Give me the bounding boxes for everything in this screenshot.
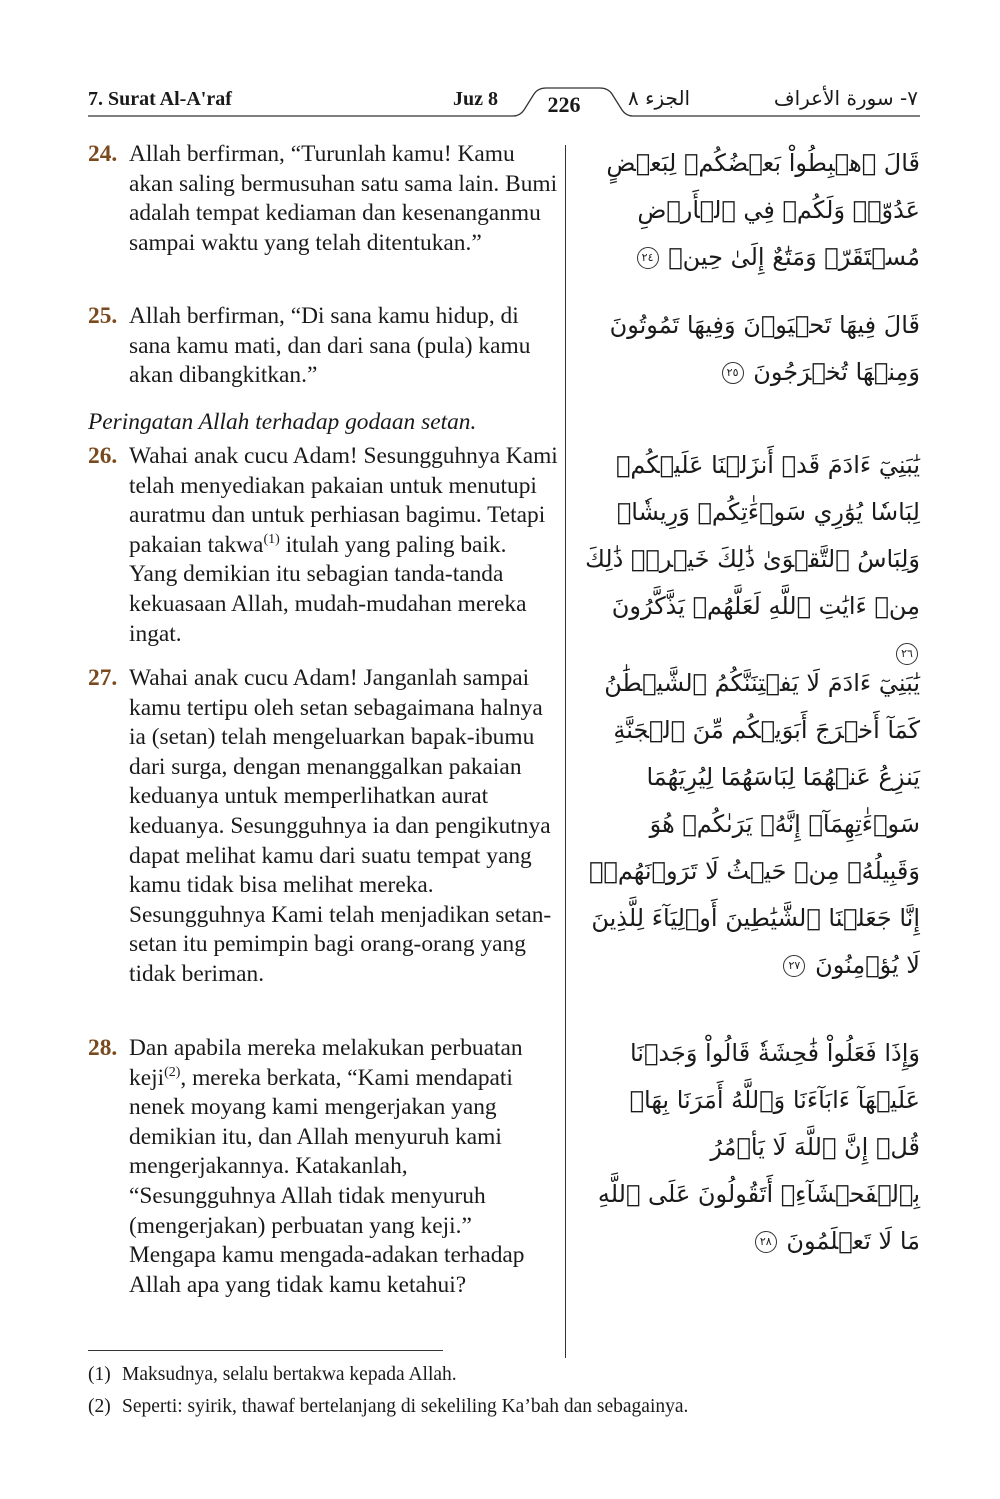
section-heading: Peringatan Allah terhadap godaan setan. (88, 409, 477, 435)
footnote-number: (2) (88, 1396, 111, 1417)
arabic-verse-25 (585, 302, 920, 396)
verse-text: Wahai anak cucu Adam! Sesungguhnya Kami telah menyediakan pakaian untuk menutupi auratmu dan untuk perhiasan bagimu. Tetapi pakaian takwa$^{(1)}$ itulah yang paling baik. Yang demikian itu sebagian tanda-tanda kekuasaan Allah, mudah-mudahan mereka ingat. (129, 443, 558, 647)
footnote-ref[interactable]: (1) (263, 531, 280, 547)
page-number: 226 (547, 92, 581, 117)
ayah-end-marker: ٢٧ (783, 955, 805, 977)
verse-number: 26. (88, 443, 118, 469)
arabic-verse-27 (585, 660, 920, 989)
surah-title-arabic: ٧- سورة الأعراف (773, 86, 918, 110)
arabic-text: يَٰبَنِيٓ ءَادَمَ لَا يَفۡتِنَنَّكُمُ ٱلشَّيۡطَٰنُ كَمَآ أَخۡرَجَ أَبَوَيۡكُم مِّنَ ٱلۡجَنَّةِ يَنزِعُ عَنۡهُمَا لِبَاسَهُمَا لِيُرِيَهُمَا سَوۡءَٰتِهِمَآۚ إِنَّهُۥ يَرَىٰكُمۡ هُوَ وَقَبِيلُهُۥ مِنۡ حَيۡثُ لَا تَرَوۡنَهُمۡۗ إِنَّا جَعَلۡنَا ٱلشَّيَٰطِينَ أَوۡلِيَآءَ لِلَّذِينَ لَا يُؤۡمِنُونَ (589, 669, 920, 979)
footnote-1 (88, 1364, 457, 1386)
verse-translation-24 (88, 140, 558, 258)
arabic-text: يَٰبَنِيٓ ءَادَمَ قَدۡ أَنزَلۡنَا عَلَيۡكُمۡ لِبَاسٗا يُوَٰرِي سَوۡءَٰتِكُمۡ وَرِيشٗاۖ وَلِبَاسُ ٱلتَّقۡوَىٰ ذَٰلِكَ خَيۡرٞۚ ذَٰلِكَ مِنۡ ءَايَٰتِ ٱللَّهِ لَعَلَّهُمۡ يَذَّكَّرُونَ (585, 451, 920, 620)
arabic-verse-28 (585, 1030, 920, 1265)
verse-text: Allah berfirman, “Di sana kamu hidup, di sana kamu mati, dan dari sana (pula) kamu akan dibangkitkan.” (129, 303, 531, 389)
verse-number: 27. (88, 665, 118, 691)
verse-text: Dan apabila mereka melakukan perbuatan keji$^{(2)}$, mereka berkata, “Kami mendapati nenek moyang kami mengerjakan yang demikian itu, dan Allah menyuruh kami mengerjakannya. Katakanlah, “Sesungguhnya Allah tidak menyuruh (mengerjakan) perbuatan yang keji.” Mengapa kamu mengada-adakan terhadap Allah apa yang tidak kamu ketahui? (129, 1035, 525, 1298)
juz-label-arabic: الجزء ٨ (628, 86, 691, 110)
verse-number: 25. (88, 303, 118, 329)
footnote-text: Maksudnya, selalu bertakwa kepada Allah. (122, 1364, 457, 1385)
arabic-text: قَالَ ٱهۡبِطُواْ بَعۡضُكُمۡ لِبَعۡضٍ عَدُوّٞۖ وَلَكُمۡ فِي ٱلۡأَرۡضِ مُسۡتَقَرّٞ وَمَتَٰعٌ إِلَىٰ حِينٖ (606, 149, 920, 271)
verse-translation-28 (88, 1034, 558, 1300)
verse-translation-26 (88, 442, 558, 649)
column-divider (565, 145, 566, 1358)
footnote-text: Seperti: syirik, thawaf bertelanjang di sekeliling Ka’bah dan sebagainya. (122, 1396, 689, 1417)
verse-translation-27 (88, 664, 558, 990)
verse-translation-25 (88, 302, 558, 391)
verse-number: 24. (88, 141, 118, 167)
verse-number: 28. (88, 1035, 118, 1061)
juz-label-latin: Juz 8 (453, 88, 498, 110)
ayah-end-marker: ٢٥ (722, 362, 744, 384)
surah-title-latin: 7. Surat Al-A'raf (88, 88, 232, 110)
footnote-ref[interactable]: (2) (164, 1064, 181, 1080)
ayah-end-marker: ٢٨ (755, 1231, 777, 1253)
arabic-text: وَإِذَا فَعَلُواْ فَٰحِشَةٗ قَالُواْ وَجَدۡنَا عَلَيۡهَآ ءَابَآءَنَا وَٱللَّهُ أَمَرَنَا بِهَاۗ قُلۡ إِنَّ ٱللَّهَ لَا يَأۡمُرُ بِٱلۡفَحۡشَآءِۖ أَتَقُولُونَ عَلَى ٱللَّهِ مَا لَا تَعۡلَمُونَ (597, 1039, 920, 1255)
arabic-text: قَالَ فِيهَا تَحۡيَوۡنَ وَفِيهَا تَمُوتُونَ وَمِنۡهَا تُخۡرَجُونَ (609, 311, 920, 386)
footnote-number: (1) (88, 1364, 111, 1385)
footnote-rule (88, 1350, 443, 1351)
arabic-verse-24 (585, 140, 920, 281)
ayah-end-marker: ٢٤ (637, 247, 659, 269)
ayah-end-marker: ٢٦ (896, 643, 918, 665)
header-rule (88, 84, 920, 126)
footnote-2 (88, 1396, 688, 1418)
arabic-verse-26 (585, 442, 920, 677)
verse-text: Wahai anak cucu Adam! Janganlah sampai kamu tertipu oleh setan sebagaimana halnya ia (setan) telah mengeluarkan bapak-ibumu dari surga, dengan menanggalkan pakaian keduanya untuk memperlihatkan aurat keduanya. Sesungguhnya ia dan pengikutnya dapat melihat kamu dari suatu tempat yang kamu tidak bisa melihat mereka. Sesungguhnya Kami telah menjadikan setan-setan itu pemimpin bagi orang-orang yang tidak beriman. (129, 665, 552, 987)
verse-text: Allah berfirman, “Turunlah kamu! Kamu akan saling bermusuhan satu sama lain. Bumi adalah tempat kediaman dan kesenanganmu sampai waktu yang telah ditentukan.” (129, 141, 558, 256)
